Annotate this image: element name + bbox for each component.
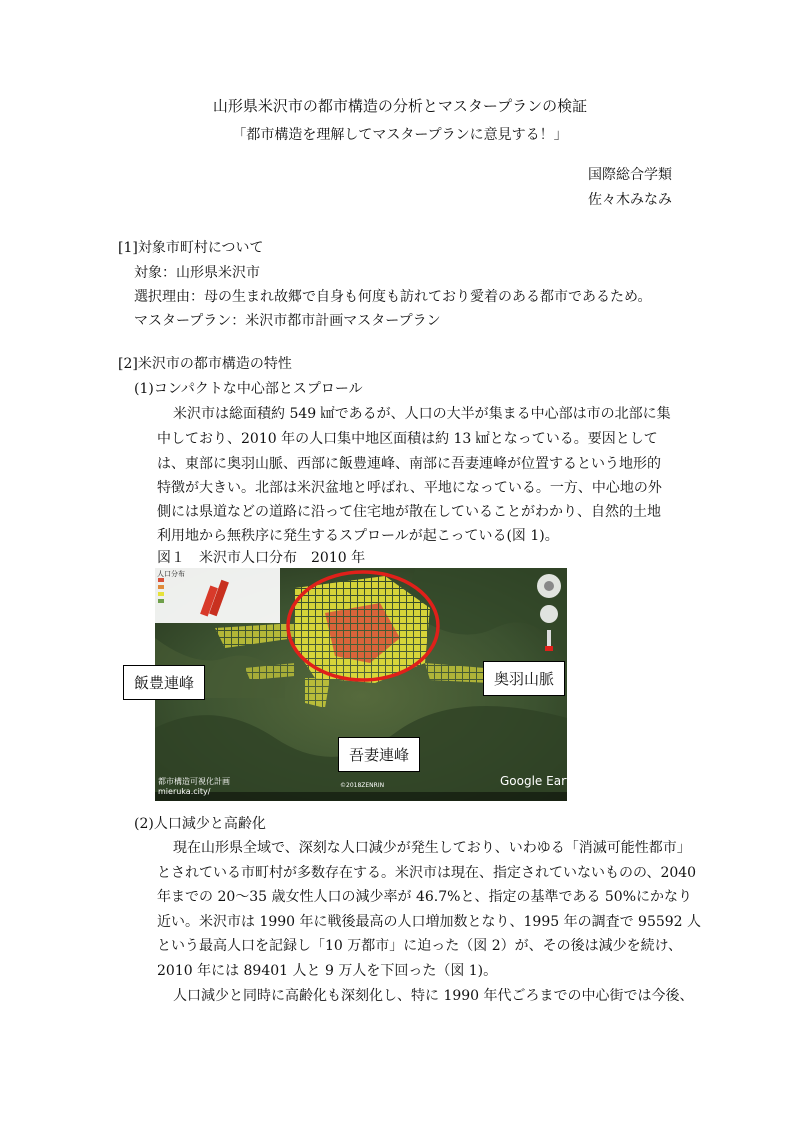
paragraph-line: 近い。米沢市は 1990 年に戦後最高の人口増加数となり、1995 年の調査で 95592 人 xyxy=(157,914,702,930)
paragraph-line: 特徴が大きい。北部は米沢盆地と呼ばれ、平地になっている。一方、中心地の外 xyxy=(157,480,662,496)
paragraph-line: とされている市町村が多数存在する。米沢市は現在、指定されていないものの、2040 xyxy=(157,865,697,881)
page-title: 山形県米沢市の都市構造の分析とマスタープランの検証 xyxy=(212,97,588,115)
figure1-caption: 図１ 米沢市人口分布 2010 年 xyxy=(157,550,366,566)
paragraph-line: 現在山形県全域で、深刻な人口減少が発生しており、いわゆる「消滅可能性都市」 xyxy=(173,840,691,856)
subsection1-heading: (1)コンパクトな中心部とスプロール xyxy=(134,381,363,397)
section1-reason: 選択理由：母の生まれ故郷で自身も何度も訪れており愛着のある都市であるため。 xyxy=(134,289,652,305)
paragraph-line: は、東部に奥羽山脈、西部に飯豊連峰、南部に吾妻連峰が位置するという地形的 xyxy=(157,456,661,472)
label-azuma-mountains: 吾妻連峰 xyxy=(338,737,420,772)
map-credit: 都市構造可視化計画 xyxy=(158,777,230,786)
author-affiliation: 国際総合学類 xyxy=(588,167,672,183)
paragraph-line: 米沢市は総面積約 549 ㎢であるが、人口の大半が集まる中心部は市の北部に集 xyxy=(173,406,671,422)
map-legend-title: 人口分布 xyxy=(157,570,185,578)
paragraph-line: 年までの 20〜35 歳女性人口の減少率が 46.7%と、指定の基準である 50%にかなり xyxy=(157,889,693,905)
paragraph-line: という最高人口を記録し「10 万都市」に迫った（図 2）が、その後は減少を続け、 xyxy=(157,938,683,954)
subsection2-heading: (2)人口減少と高齢化 xyxy=(134,816,266,832)
map-copyright: ©2018ZENRIN xyxy=(340,782,385,789)
page-subtitle: 「都市構造を理解してマスタープランに意見する！」 xyxy=(232,127,568,143)
section1-target: 対象：山形県米沢市 xyxy=(134,265,260,281)
label-iide-mountains: 飯豊連峰 xyxy=(123,665,205,700)
paragraph-line: 側には県道などの道路に沿って住宅地が散在していることがわかり、自然的土地 xyxy=(157,504,661,520)
author-name: 佐々木みなみ xyxy=(588,192,672,208)
section1-heading: [1]対象市町村について xyxy=(118,240,264,256)
paragraph-line: 2010 年には 89401 人と 9 万人を下回った（図 1)。 xyxy=(157,963,498,979)
paragraph-line: 中しており、2010 年の人口集中地区面積は約 13 ㎢となっている。要因として xyxy=(157,431,658,447)
section2-heading: [2]米沢市の都市構造の特性 xyxy=(118,356,292,372)
label-ou-mountains: 奥羽山脈 xyxy=(483,661,565,696)
paragraph-line: 人口減少と同時に高齢化も深刻化し、特に 1990 年代ごろまでの中心街では今後、 xyxy=(173,988,694,1004)
paragraph-line: 利用地から無秩序に発生するスプロールが起こっている(図 1)。 xyxy=(157,528,559,544)
google-earth-logo: Google Earth xyxy=(500,774,579,788)
map-credit-url: mieruka.city/ xyxy=(158,787,211,796)
section1-plan: マスタープラン：米沢市都市計画マスタープラン xyxy=(134,313,441,329)
